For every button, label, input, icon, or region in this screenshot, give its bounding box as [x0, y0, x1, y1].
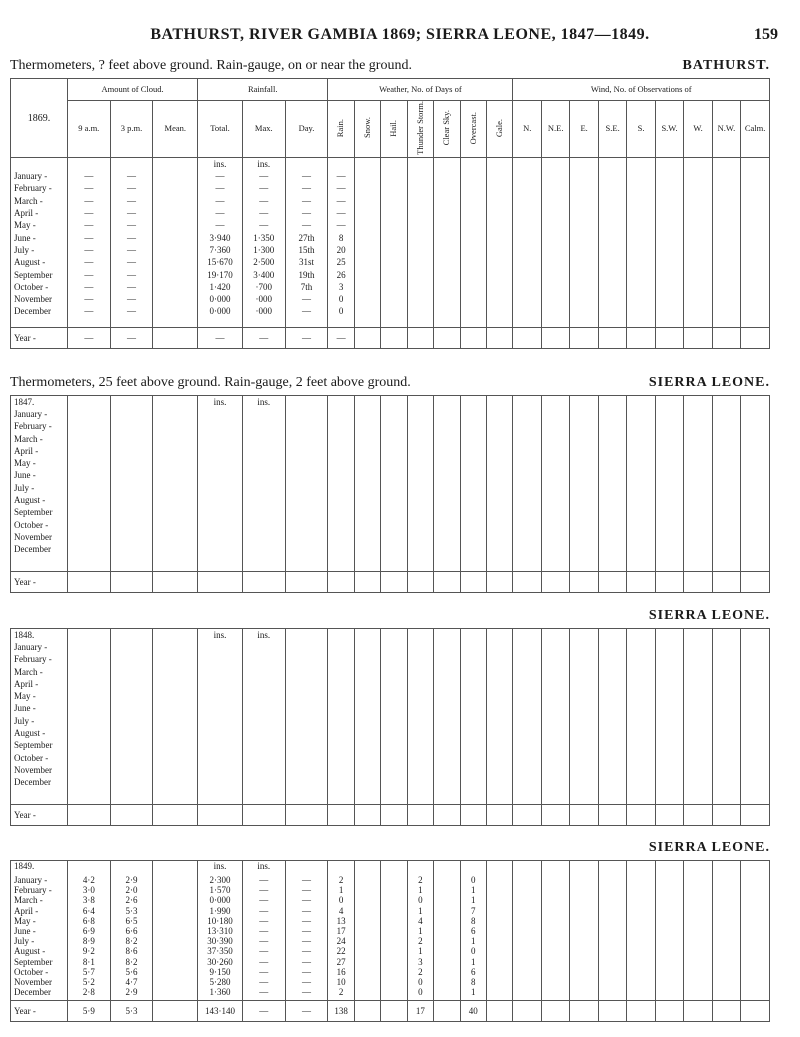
cell-pm [110, 158, 153, 328]
cell-hail [381, 861, 407, 1001]
header-rain-label: Rain. [335, 118, 346, 137]
cell-calm [741, 158, 770, 328]
cell-snow [354, 158, 380, 328]
year-thunder: 17 [407, 1001, 433, 1022]
month-names: January - February - March - April - May - June - July - August - September October - November December [14, 409, 53, 555]
header-thunder-label: Thunder Storm. [414, 101, 425, 155]
year-heading-1849: 1849. [14, 861, 35, 871]
rain-values: 2 1 0 4 13 17 24 22 27 16 10 2 [336, 875, 346, 998]
header-amount-of-cloud: Amount of Cloud. [67, 79, 197, 101]
month-list [11, 629, 68, 805]
cell-max [242, 158, 285, 328]
year-row [11, 805, 770, 826]
caption-bathurst-label: BATHURST. [682, 58, 770, 73]
cell-day [285, 861, 328, 1001]
units-ins: ins. [213, 397, 227, 407]
header-snow-label: Snow. [361, 117, 372, 139]
year-label: Year - [11, 805, 68, 826]
header-day: Day. [285, 101, 328, 158]
year-mean [153, 328, 198, 349]
cell-n [513, 158, 541, 328]
month-names: January - February - March - April - May - June - July - August - September October - November December [14, 875, 53, 998]
rain-values: — — — — — 8 20 25 26 3 0 0 [336, 171, 346, 317]
table-row [11, 396, 770, 572]
header-gale-label: Gale. [494, 118, 505, 137]
page-title: BATHURST, RIVER GAMBIA 1869; SIERRA LEONE, 1847—1849. [150, 26, 650, 43]
year-overcast: 40 [460, 1001, 486, 1022]
year-heading-1847: 1847. [14, 397, 35, 407]
table-1848 [10, 628, 770, 826]
cell-pm [110, 861, 153, 1001]
total-values: 2·300 1·570 0·000 1·990 10·180 13·310 30·390 37·350 30·260 9·150 5·280 1·360 [207, 875, 233, 998]
header-calm: Calm. [741, 101, 770, 158]
cell-s [627, 158, 655, 328]
cell-se [598, 158, 626, 328]
year-total: 143·140 [198, 1001, 243, 1022]
header-ne: N.E. [541, 101, 569, 158]
cell-am [67, 158, 110, 328]
year-row [11, 572, 770, 593]
year-day: — [285, 328, 328, 349]
units-ins: ins. [257, 861, 271, 871]
cell-rain [328, 158, 354, 328]
table-row [11, 861, 770, 1001]
cell-day [285, 158, 328, 328]
thunder-values: 2 1 0 1 4 1 2 1 3 2 0 0 [418, 875, 423, 998]
cell-w [684, 158, 712, 328]
year-max: — [242, 328, 285, 349]
header-nw: N.W. [712, 101, 740, 158]
cell-total [198, 629, 243, 805]
cell-mean [153, 158, 198, 328]
header-overcast [460, 101, 486, 158]
header-w: W. [684, 101, 712, 158]
pm-values: — — — — — — — — — — — — [127, 171, 137, 317]
caption-sierra-label: SIERRA LEONE. [648, 375, 770, 390]
table-1847 [10, 395, 770, 593]
cell-gale [486, 158, 513, 328]
header-overcast-label: Overcast. [467, 111, 478, 145]
section-label-1849: SIERRA LEONE. [648, 840, 770, 855]
units-ins: ins. [213, 861, 227, 871]
year-pm: — [110, 328, 153, 349]
cell-hail [381, 158, 407, 328]
year-day: — [285, 1001, 328, 1022]
units-ins: ins. [257, 630, 271, 640]
day-values: — — — — — — — — — — — — [302, 875, 312, 998]
header-max: Max. [242, 101, 285, 158]
year-label: Year - [11, 1001, 68, 1022]
cell-rain [328, 861, 354, 1001]
cell-clear [434, 861, 460, 1001]
header-clear [434, 101, 460, 158]
year-pm: 5·3 [110, 1001, 153, 1022]
month-list [11, 396, 68, 572]
year-am: 5·9 [67, 1001, 110, 1022]
cell-sw [655, 158, 683, 328]
max-values: — — — — — 1·350 1·300 2·500 3·400 ·700 ·000 ·000 [253, 171, 275, 317]
cell-overcast [460, 158, 486, 328]
cell-max [242, 629, 285, 805]
cell-total [198, 861, 243, 1001]
header-e: E. [570, 101, 598, 158]
overcast-values: 0 1 1 7 8 6 1 0 1 6 8 1 [471, 875, 476, 998]
header-total: Total. [198, 101, 243, 158]
cell-clear [434, 158, 460, 328]
year-total: — [198, 328, 243, 349]
table-1849 [10, 860, 770, 1022]
cell-max [242, 861, 285, 1001]
header-snow [354, 101, 380, 158]
header-clear-label: Clear Sky. [441, 110, 452, 146]
header-rain [328, 101, 354, 158]
year-heading-1848: 1848. [14, 630, 35, 640]
header-weather: Weather, No. of Days of [328, 79, 513, 101]
table-1869 [10, 78, 770, 349]
cell-thunder [407, 861, 433, 1001]
section-label-1848: SIERRA LEONE. [648, 608, 770, 623]
header-s: S. [627, 101, 655, 158]
month-names: January - February - March - April - May - June - July - August - September October - November December [14, 171, 53, 317]
year-label: Year - [11, 328, 68, 349]
header-hail [381, 101, 407, 158]
header-hail-label: Hail. [388, 119, 399, 137]
units-ins: ins. [213, 159, 227, 170]
cell-overcast [460, 861, 486, 1001]
max-values: — — — — — — — — — — — — [259, 875, 269, 998]
cell-thunder [407, 158, 433, 328]
units-ins: ins. [257, 397, 271, 407]
header-pm: 3 p.m. [110, 101, 153, 158]
year-max: — [242, 1001, 285, 1022]
pm-values: 2·9 2·0 2·6 5·3 6·5 6·6 8·2 8·6 8·2 5·6 4·7 2·9 [125, 875, 138, 998]
page-number: 159 [754, 26, 778, 43]
table-row [11, 158, 770, 328]
header-n: N. [513, 101, 541, 158]
units-ins: ins. [213, 630, 227, 640]
month-list [11, 158, 68, 328]
cell-e [570, 158, 598, 328]
year-row [11, 1001, 770, 1022]
year-rain: 138 [328, 1001, 354, 1022]
table-row [11, 629, 770, 805]
am-values: 4·2 3·0 3·8 6·4 6·8 6·9 8·9 9·2 8·1 5·7 5·2 2·8 [82, 875, 95, 998]
month-list [11, 861, 68, 1001]
cell-gale [487, 861, 513, 1001]
total-values: — — — — — 3·940 7·360 15·670 19·170 1·420 0·000 0·000 [207, 171, 233, 317]
year-label: Year - [11, 572, 68, 593]
units-ins: ins. [257, 159, 271, 170]
caption-sierra [10, 375, 770, 391]
header-thunder [407, 101, 433, 158]
month-names: January - February - March - April - May - June - July - August - September October - November December [14, 642, 53, 788]
header-gale [486, 101, 513, 158]
day-values: — — — — — 27th 15th 31st 19th 7th — — [298, 171, 315, 317]
cell-nw [712, 158, 740, 328]
year-am: — [67, 328, 110, 349]
cell-total [198, 396, 243, 572]
year-row [11, 328, 770, 349]
header-se: S.E. [598, 101, 626, 158]
page-header [0, 26, 800, 50]
header-rainfall: Rainfall. [198, 79, 328, 101]
caption-bathurst [10, 58, 770, 74]
year-heading-1869: 1869. [11, 79, 68, 158]
cell-am [67, 861, 110, 1001]
cell-total [198, 158, 243, 328]
header-wind: Wind, No. of Observations of [513, 79, 770, 101]
header-am: 9 a.m. [67, 101, 110, 158]
header-sw: S.W. [655, 101, 683, 158]
caption-sierra-text: Thermometers, 25 feet above ground. Rain-gauge, 2 feet above ground. [10, 375, 411, 390]
am-values: — — — — — — — — — — — — [84, 171, 94, 317]
cell-ne [541, 158, 569, 328]
cell-mean [153, 861, 198, 1001]
caption-bathurst-text: Thermometers, ? feet above ground. Rain-gauge, on or near the ground. [10, 58, 412, 73]
year-rain: — [328, 328, 354, 349]
cell-snow [354, 861, 380, 1001]
cell-max [242, 396, 285, 572]
header-mean: Mean. [153, 101, 198, 158]
